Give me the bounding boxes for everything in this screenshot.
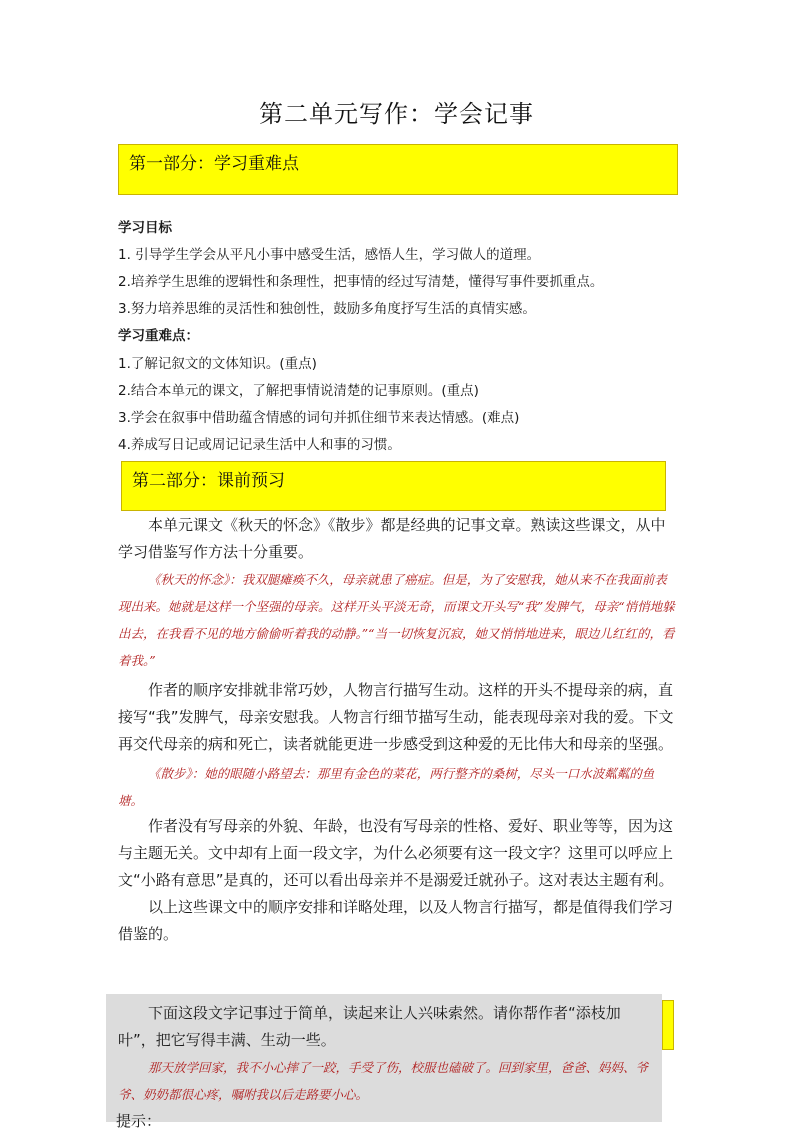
goal-item: 2.培养学生思维的逻辑性和条理性，把事情的经过写清楚，懂得写事件要抓重点。 xyxy=(118,274,604,290)
goals-title: 学习目标 xyxy=(118,220,172,236)
quote-walk: 《散步》：她的眼随小路望去：那里有金色的菜花，两行整齐的桑树，尽头一口水波粼粼的鱼塘。 xyxy=(118,766,655,808)
exercise-sample: 那天放学回家，我不小心摔了一跤，手受了伤，校服也磕破了。回到家里，爸爸、妈妈、爷爷、奶奶都很心疼，嘱咐我以后走路要小心。 xyxy=(118,1060,649,1102)
summary-paragraph: 以上这些课文中的顺序安排和详略处理，以及人物言行描写，都是值得我们学习借鉴的。 xyxy=(118,898,674,943)
page-title: 第二单元写作：学会记事 xyxy=(259,100,534,128)
section-heading: 第二部分：课前预习 xyxy=(132,471,285,491)
key-point-item: 3.学会在叙事中借助蕴含情感的词句并抓住细节来表达情感。(难点) xyxy=(118,410,520,426)
section-banner-part2 xyxy=(121,461,666,511)
analysis-paragraph: 作者没有写母亲的外貌、年龄，也没有写母亲的性格、爱好、职业等等，因为这与主题无关。文中却有上面一段文字，为什么必须要有这一段文字？这里可以呼应上文“小路有意思”是真的，还可以看出母亲并不是溺爱迁就孙子。这对表达主题有利。 xyxy=(118,817,674,889)
quote-autumn-memory: 《秋天的怀念》：我双腿瘫痪不久，母亲就患了癌症。但是，为了安慰我，她从来不在我面前表现出来。她就是这样一个坚强的母亲。这样开头平淡无奇，而课文开头写“我”发脾气，母亲“悄悄地躲出去，在我看不见的地方偷偷听着我的动静。”“当一切恢复沉寂，她又悄悄地进来，眼边儿红红的，看着我。” xyxy=(118,572,675,668)
exercise-banner-edge xyxy=(662,1000,674,1050)
key-point-item: 1.了解记叙文的文体知识。(重点) xyxy=(118,356,317,372)
exercise-prompt: 下面这段文字记事过于简单，读起来让人兴味索然。请你帮作者“添枝加叶”，把它写得丰满、生动一些。 xyxy=(118,1004,621,1049)
section-heading: 第一部分：学习重难点 xyxy=(129,154,299,174)
goal-item: 3.努力培养思维的灵活性和独创性，鼓励多角度抒写生活的真情实感。 xyxy=(118,301,536,317)
key-points-title: 学习重难点： xyxy=(118,328,199,344)
goal-item: 1. 引导学生学会从平凡小事中感受生活，感悟人生，学习做人的道理。 xyxy=(118,247,541,263)
section-banner-part1 xyxy=(118,144,678,195)
key-point-item: 4.养成写日记或周记记录生活中人和事的习惯。 xyxy=(118,437,401,453)
key-point-item: 2.结合本单元的课文，了解把事情说清楚的记事原则。(重点) xyxy=(118,383,479,399)
analysis-paragraph: 作者的顺序安排就非常巧妙，人物言行描写生动。这样的开头不提母亲的病，直接写“我”发脾气，母亲安慰我。人物言行细节描写生动，能表现母亲对我的爱。下文再交代母亲的病和死亡，读者就能更进一步感受到这种爱的无比伟大和母亲的坚强。 xyxy=(118,681,674,753)
hint-label: 提示： xyxy=(116,1112,162,1130)
intro-paragraph: 本单元课文《秋天的怀念》《散步》都是经典的记事文章。熟读这些课文，从中学习借鉴写作方法十分重要。 xyxy=(118,516,666,561)
